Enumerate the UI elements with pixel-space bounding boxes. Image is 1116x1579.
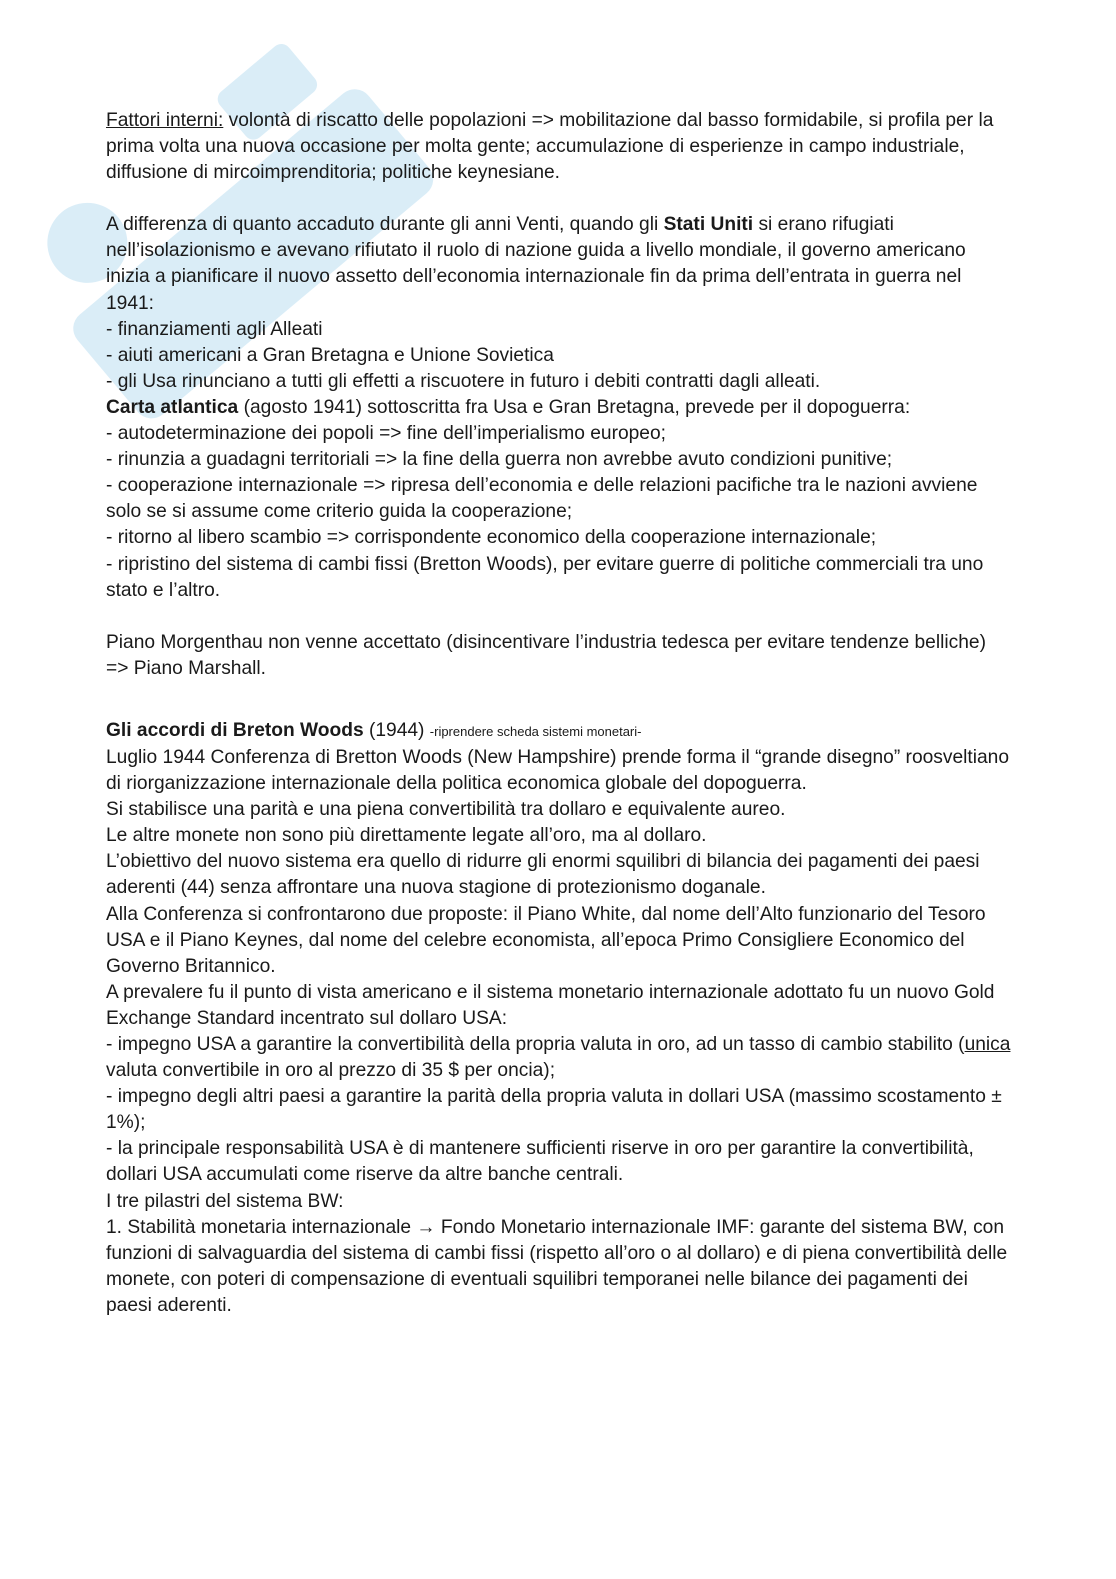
- label-fattori-interni: Fattori interni:: [106, 110, 224, 131]
- list-item: - la principale responsabilità USA è di mantenere sufficienti riserve in oro per garantire la convertibilità, dollari USA accumulati come riserve da altre banche centrali.: [106, 1138, 974, 1186]
- list-item: - aiuti americani a Gran Bretagna e Unione Sovietica: [106, 344, 554, 366]
- paragraph-fattori-interni: Fattori interni: volontà di riscatto delle popolazioni => mobilitazione dal basso formidabile, si profila per la prima volta una nuova occasione per molta gente; accumulazione di esperienze in campo industriale, diffusione di mircoimprenditoria; politiche keynesiane.: [106, 110, 994, 184]
- paragraph-stati-uniti: A differenza di quanto accaduto durante gli anni Venti, quando gli Stati Uniti si erano rifugiati nell’isolazionismo e avevano rifiutato il ruolo di nazione guida a livello mondiale, il governo americano inizia a pianificare il nuovo assetto dell’economia internazionale fin da prima dell’entrata in guerra nel 1941:: [106, 214, 966, 314]
- paragraph-line: L’obiettivo del nuovo sistema era quello di ridurre gli enormi squilibri di bilancia dei pagamenti dei paesi aderenti (44) senza affrontare una nuova stagione di protezionismo doganale.: [106, 851, 980, 899]
- section-year: (1944): [363, 719, 430, 741]
- list-item: - cooperazione internazionale => ripresa dell’economia e delle relazioni pacifiche tra le nazioni avviene solo se si assume come criterio guida la cooperazione;: [106, 475, 978, 523]
- section-heading: [106, 718, 1011, 745]
- list-item: - ripristino del sistema di cambi fissi (Bretton Woods), per evitare guerre di politiche commerciali tra uno stato e l’altro.: [106, 553, 984, 601]
- list-item: - rinunzia a guadagni territoriali => la fine della guerra non avrebbe avuto condizioni punitive;: [106, 449, 893, 471]
- underline-unica: unica: [964, 1034, 1011, 1055]
- list-item: - impegno USA a garantire la convertibilità della propria valuta in oro, ad un tasso di cambio stabilito (unica valuta convertibile in oro al prezzo di 35 $ per oncia);: [106, 1034, 1011, 1082]
- list-item: - gli Usa rinunciano a tutti gli effetti a riscuotere in futuro i debiti contratti dagli alleati.: [106, 370, 821, 392]
- paragraph-line: Si stabilisce una parità e una piena convertibilità tra dollaro e equivalente aureo.: [106, 799, 786, 821]
- paragraph-line: Luglio 1944 Conferenza di Bretton Woods (New Hampshire) prende forma il “grande disegno” roosveltiano di riorganizzazione internazionale della politica economica globale del dopoguerra.: [106, 746, 1010, 795]
- list-item: - impegno degli altri paesi a garantire la parità della propria valuta in dollari USA (massimo scostamento ± 1%);: [106, 1086, 1002, 1134]
- paragraph-line: Alla Conferenza si confrontarono due proposte: il Piano White, dal nome dell’Alto funzionario del Tesoro USA e il Piano Keynes, dal nome del celebre economista, all’epoca Primo Consigliere Economico del Governo Britannico.: [106, 903, 986, 977]
- document-body: [106, 108, 1011, 1319]
- section-title: Gli accordi di Breton Woods: [106, 719, 364, 741]
- list-item: - ritorno al libero scambio => corrispondente economico della cooperazione internazionale;: [106, 527, 877, 549]
- paragraph-morgenthau: Piano Morgenthau non venne accettato (disincentivare l’industria tedesca per evitare tendenze belliche) => Piano Marshall.: [106, 631, 986, 679]
- list-item: - finanziamenti agli Alleati: [106, 318, 323, 340]
- paragraph-line: A prevalere fu il punto di vista americano e il sistema monetario internazionale adottato fu un nuovo Gold Exchange Standard incentrato sul dollaro USA:: [106, 981, 995, 1029]
- list-item: - autodeterminazione dei popoli => fine dell’imperialismo europeo;: [106, 423, 666, 445]
- paragraph-carta-atlantica: Carta atlantica (agosto 1941) sottoscritta fra Usa e Gran Bretagna, prevede per il dopoguerra:: [106, 396, 911, 418]
- paragraph-line: Le altre monete non sono più direttamente legate all’oro, ma al dollaro.: [106, 825, 707, 847]
- pillars-intro: I tre pilastri del sistema BW:: [106, 1190, 344, 1212]
- bold-stati-uniti: Stati Uniti: [663, 214, 754, 236]
- pillar-item: 1. Stabilità monetaria internazionale → Fondo Monetario internazionale IMF: garante del sistema BW, con funzioni di salvaguardia del sistema di cambi fissi (rispetto all’oro o al dollaro) e di piena convertibilità delle monete, con poteri di compensazione di eventuali squilibri temporanei nelle bilance dei pagamenti dei paesi aderenti.: [106, 1216, 1008, 1316]
- bold-carta-atlantica: Carta atlantica: [106, 396, 239, 418]
- section-note: -riprendere scheda sistemi monetari-: [429, 723, 642, 739]
